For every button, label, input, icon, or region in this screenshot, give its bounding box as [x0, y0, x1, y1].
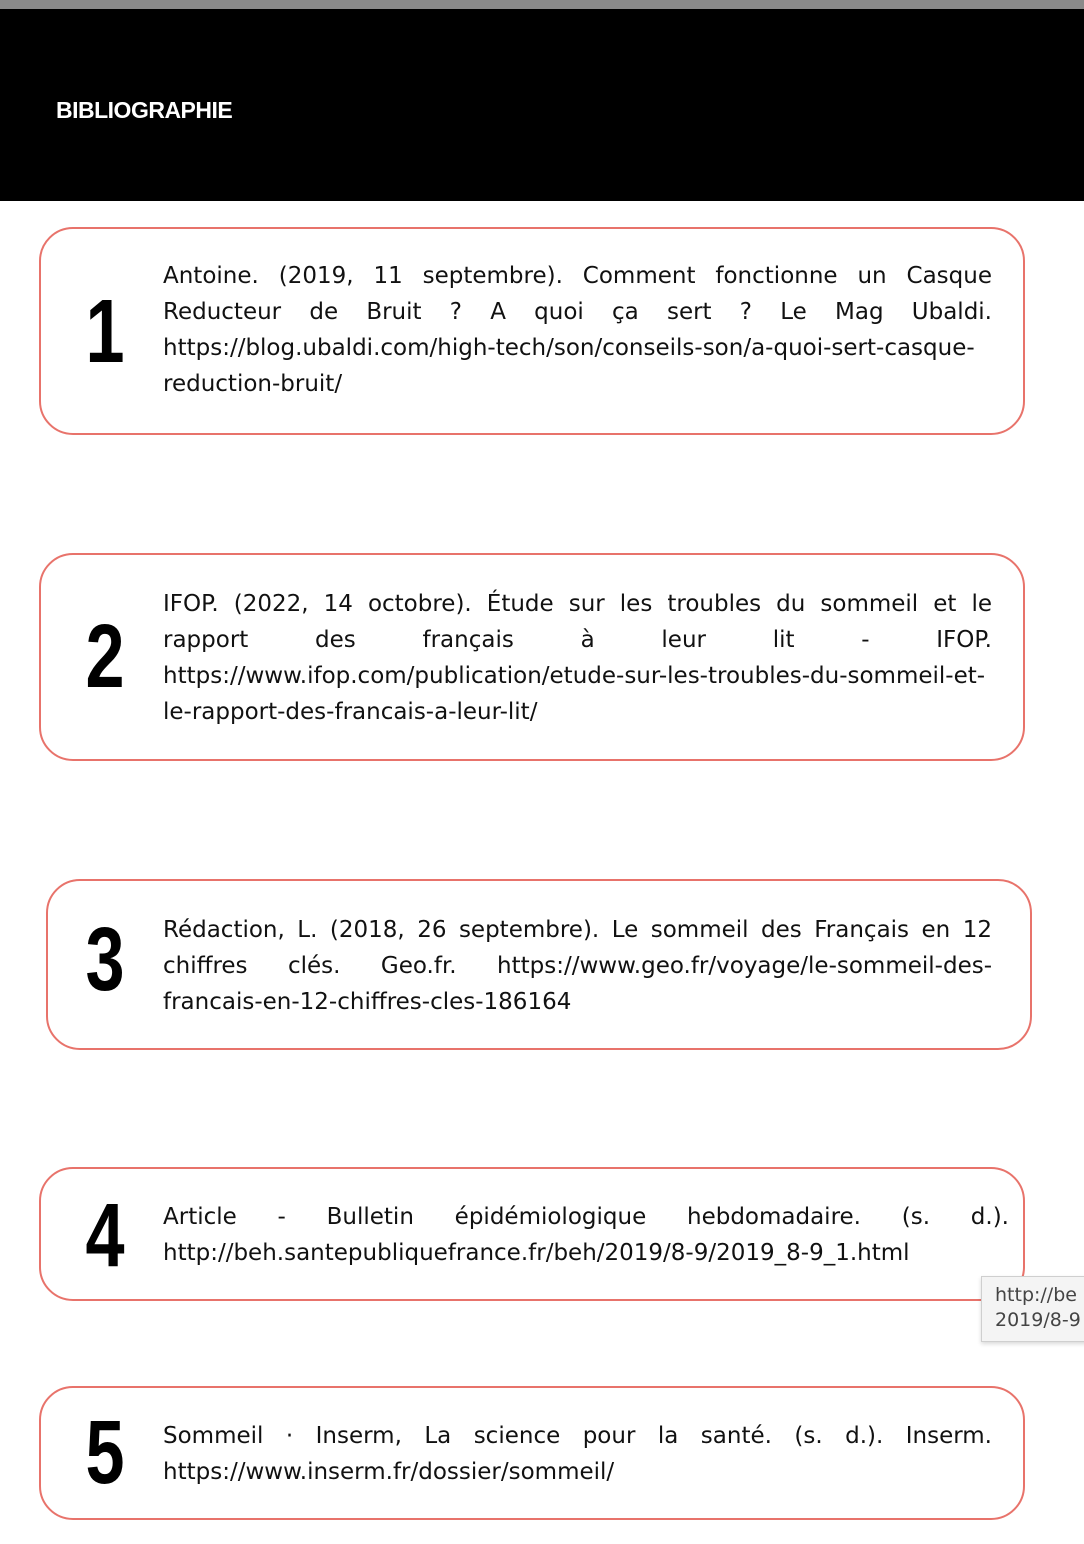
reference-number-3: 3 [85, 910, 125, 1010]
reference-text-2[interactable]: IFOP. (2022, 14 octobre). Étude sur les troubles du sommeil et le rapport des français à leur lit - IFOP. https://www.ifop.com/publication/etude-sur-les-troubles-du-sommeil-et-le-rapport-des-francais-a-leur-lit/ [163, 591, 992, 725]
reference-text-5[interactable]: Sommeil · Inserm, La science pour la santé. (s. d.). Inserm. https://www.inserm.fr/dossier/sommeil/ [163, 1423, 992, 1485]
link-tooltip [981, 1276, 1084, 1342]
reference-number-4: 4 [85, 1186, 125, 1286]
reference-number-2: 2 [85, 607, 125, 707]
window-top-strip [0, 0, 1084, 9]
page-title: BIBLIOGRAPHIE [56, 97, 233, 123]
reference-number-1: 1 [85, 282, 125, 382]
reference-number-5: 5 [85, 1403, 125, 1503]
tooltip-line-1: http://be [995, 1284, 1077, 1306]
reference-text-4[interactable]: Article - Bulletin épidémiologique hebdomadaire. (s. d.). http://beh.santepubliquefrance.fr/beh/2019/8-9/2019_8-9_1.html [163, 1204, 1009, 1266]
reference-text-3[interactable]: Rédaction, L. (2018, 26 septembre). Le sommeil des Français en 12 chiffres clés. Geo.fr. https://www.geo.fr/voyage/le-sommeil-des-francais-en-12-chiffres-cles-186164 [163, 917, 992, 1015]
tooltip-line-2: 2019/8-9 [995, 1309, 1081, 1331]
page-header [0, 9, 1084, 201]
reference-text-1[interactable]: Antoine. (2019, 11 septembre). Comment fonctionne un Casque Reducteur de Bruit ? A quoi ça sert ? Le Mag Ubaldi. https://blog.ubaldi.com/high-tech/son/conseils-son/a-quoi-sert-casque-reduction-bruit/ [163, 263, 992, 397]
